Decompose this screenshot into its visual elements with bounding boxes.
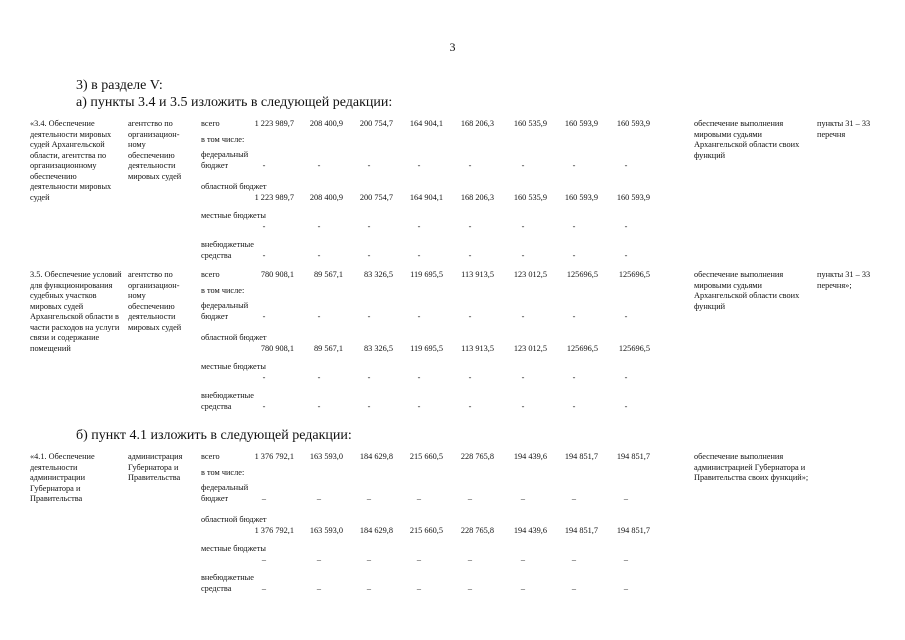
funding-value: – — [623, 555, 629, 564]
funding-value: 163 593,0 — [309, 526, 343, 535]
funding-value: 119 695,5 — [410, 270, 443, 279]
measure-name: «4.1. Обеспечение деятельности администрации Губернатора и Правительства — [30, 452, 95, 503]
funding-source: местные бюджеты — [201, 362, 266, 371]
funding-value: – — [571, 494, 577, 503]
funding-source: областной бюджет — [201, 333, 267, 342]
funding-value: - — [572, 373, 576, 382]
funding-value: 89 567,1 — [313, 344, 343, 353]
funding-value: 194 851,7 — [564, 452, 598, 461]
funding-value: 1 376 792,1 — [254, 452, 294, 461]
funding-value: 125696,5 — [618, 270, 650, 279]
funding-value: - — [262, 251, 266, 260]
funding-value: - — [367, 373, 371, 382]
funding-value: 184 629,8 — [359, 526, 393, 535]
funding-source: федеральный бюджет — [201, 301, 249, 321]
target-indicators: пункты 31 – 33 перечня — [817, 119, 871, 139]
funding-value: - — [521, 251, 525, 260]
funding-value: 215 660,5 — [409, 526, 443, 535]
subsection-a-heading: а) пункты 3.4 и 3.5 изложить в следующей редакции: — [76, 95, 393, 110]
funding-value: - — [317, 312, 321, 321]
funding-value: - — [521, 373, 525, 382]
funding-value: – — [571, 584, 577, 593]
funding-value: - — [624, 161, 628, 170]
funding-value: 113 913,5 — [461, 344, 494, 353]
funding-value: – — [520, 494, 526, 503]
funding-value: – — [261, 584, 267, 593]
funding-value: - — [317, 402, 321, 411]
funding-value: – — [467, 555, 473, 564]
funding-source: внебюджетные средства — [201, 391, 254, 411]
funding-value: - — [367, 161, 371, 170]
page-number: 3 — [449, 40, 456, 54]
funding-source: областной бюджет — [201, 515, 267, 524]
funding-source: федеральный бюджет — [201, 483, 249, 503]
funding-source: областной бюджет — [201, 182, 267, 191]
funding-value: 184 629,8 — [359, 452, 393, 461]
funding-value: - — [572, 222, 576, 231]
funding-source: всего — [201, 270, 220, 279]
funding-value: - — [572, 251, 576, 260]
executor: администрация Губернатора и Правительства — [128, 452, 183, 482]
funding-value: - — [468, 312, 472, 321]
funding-value: 125696,5 — [566, 344, 598, 353]
funding-value: - — [624, 312, 628, 321]
funding-source: в том числе: — [201, 468, 245, 477]
funding-value: - — [262, 222, 266, 231]
funding-value: - — [572, 312, 576, 321]
funding-value: - — [624, 222, 628, 231]
funding-value: 83 326,5 — [363, 344, 393, 353]
funding-value: 164 904,1 — [409, 119, 443, 128]
funding-value: 208 400,9 — [309, 193, 343, 202]
measure-block — [30, 270, 880, 420]
expected-result: обеспечение выполнения мировыми судьями Архангельской области своих функций — [694, 119, 800, 160]
funding-value: - — [521, 161, 525, 170]
funding-value: - — [572, 402, 576, 411]
funding-value: 194 439,6 — [513, 452, 547, 461]
funding-source: местные бюджеты — [201, 544, 266, 553]
expected-result: обеспечение выполнения мировыми судьями Архангельской области своих функций — [694, 270, 800, 311]
funding-value: 194 851,7 — [564, 526, 598, 535]
funding-value: – — [623, 494, 629, 503]
funding-value: - — [317, 251, 321, 260]
subsection-b-heading: б) пункт 4.1 изложить в следующей редакции: — [76, 428, 352, 443]
funding-value: 780 908,1 — [260, 344, 294, 353]
funding-value: – — [366, 494, 372, 503]
funding-value: - — [317, 373, 321, 382]
funding-value: 123 012,5 — [513, 270, 547, 279]
measure-block — [30, 119, 880, 269]
measure-block — [30, 452, 880, 602]
funding-value: - — [468, 251, 472, 260]
funding-value: – — [520, 584, 526, 593]
funding-value: - — [624, 402, 628, 411]
funding-source: в том числе: — [201, 135, 245, 144]
funding-value: - — [417, 161, 421, 170]
funding-value: 1 223 989,7 — [254, 193, 294, 202]
funding-value: - — [367, 312, 371, 321]
funding-value: – — [366, 584, 372, 593]
funding-value: 125696,5 — [618, 344, 650, 353]
funding-value: – — [261, 494, 267, 503]
funding-value: – — [520, 555, 526, 564]
funding-value: 160 535,9 — [513, 193, 547, 202]
funding-value: - — [572, 161, 576, 170]
funding-value: 163 593,0 — [309, 452, 343, 461]
funding-value: - — [417, 251, 421, 260]
funding-value: - — [367, 222, 371, 231]
funding-value: 168 206,3 — [460, 193, 494, 202]
funding-value: – — [623, 584, 629, 593]
funding-source: федеральный бюджет — [201, 150, 249, 170]
funding-value: 125696,5 — [566, 270, 598, 279]
funding-value: - — [468, 402, 472, 411]
funding-value: 780 908,1 — [260, 270, 294, 279]
funding-value: 200 754,7 — [359, 119, 393, 128]
section-heading: 3) в разделе V: — [76, 78, 163, 93]
funding-value: – — [416, 584, 422, 593]
funding-value: - — [417, 402, 421, 411]
funding-source: внебюджетные средства — [201, 573, 254, 593]
funding-value: - — [624, 251, 628, 260]
funding-value: 194 439,6 — [513, 526, 547, 535]
funding-value: - — [367, 402, 371, 411]
funding-value: – — [316, 584, 322, 593]
measure-name: «3.4. Обеспечение деятельности мировых судей Архангельской области, агентства по организационному обеспечению деятельности мировых судей — [30, 119, 112, 202]
funding-value: – — [261, 555, 267, 564]
funding-value: 160 535,9 — [513, 119, 547, 128]
funding-source: всего — [201, 119, 220, 128]
funding-value: 164 904,1 — [409, 193, 443, 202]
funding-value: - — [468, 222, 472, 231]
funding-value: 160 593,9 — [616, 119, 650, 128]
funding-value: - — [262, 161, 266, 170]
funding-value: 228 765,8 — [460, 526, 494, 535]
funding-value: - — [468, 161, 472, 170]
funding-value: - — [317, 222, 321, 231]
measure-name: 3.5. Обеспечение условий для функционирования судебных участков мировых судей Архангельской области в части расходов на услуги связи и содержание помещений — [30, 270, 122, 353]
funding-value: - — [262, 402, 266, 411]
executor: агентство по организацион-ному обеспечению деятельности мировых судей — [128, 270, 182, 332]
funding-value: 228 765,8 — [460, 452, 494, 461]
funding-value: 200 754,7 — [359, 193, 393, 202]
funding-value: 89 567,1 — [313, 270, 343, 279]
funding-value: 215 660,5 — [409, 452, 443, 461]
funding-value: - — [367, 251, 371, 260]
funding-value: – — [416, 494, 422, 503]
funding-value: – — [467, 584, 473, 593]
funding-value: – — [316, 555, 322, 564]
funding-value: 194 851,7 — [616, 452, 650, 461]
funding-value: 1 376 792,1 — [254, 526, 294, 535]
funding-value: – — [571, 555, 577, 564]
executor: агентство по организацион-ному обеспечению деятельности мировых судей — [128, 119, 182, 181]
funding-value: – — [467, 494, 473, 503]
funding-value: 160 593,9 — [564, 193, 598, 202]
funding-value: - — [262, 312, 266, 321]
funding-value: 83 326,5 — [363, 270, 393, 279]
funding-value: - — [317, 161, 321, 170]
funding-value: 160 593,9 — [616, 193, 650, 202]
funding-value: - — [417, 373, 421, 382]
funding-value: - — [521, 222, 525, 231]
funding-source: внебюджетные средства — [201, 240, 254, 260]
funding-value: 1 223 989,7 — [254, 119, 294, 128]
funding-value: - — [521, 402, 525, 411]
funding-value: – — [416, 555, 422, 564]
funding-source: всего — [201, 452, 220, 461]
funding-value: - — [624, 373, 628, 382]
funding-value: 119 695,5 — [410, 344, 443, 353]
funding-value: - — [521, 312, 525, 321]
funding-value: 123 012,5 — [513, 344, 547, 353]
expected-result: обеспечение выполнения администрацией Губернатора и Правительства своих функций»; — [694, 452, 809, 482]
funding-value: – — [316, 494, 322, 503]
funding-value: 168 206,3 — [460, 119, 494, 128]
funding-value: 113 913,5 — [461, 270, 494, 279]
funding-value: 194 851,7 — [616, 526, 650, 535]
funding-source: в том числе: — [201, 286, 245, 295]
funding-value: 160 593,9 — [564, 119, 598, 128]
target-indicators: пункты 31 – 33 перечня»; — [817, 270, 871, 290]
funding-source: местные бюджеты — [201, 211, 266, 220]
funding-value: - — [262, 373, 266, 382]
funding-value: - — [468, 373, 472, 382]
funding-value: - — [417, 222, 421, 231]
funding-value: – — [366, 555, 372, 564]
funding-value: - — [417, 312, 421, 321]
funding-value: 208 400,9 — [309, 119, 343, 128]
